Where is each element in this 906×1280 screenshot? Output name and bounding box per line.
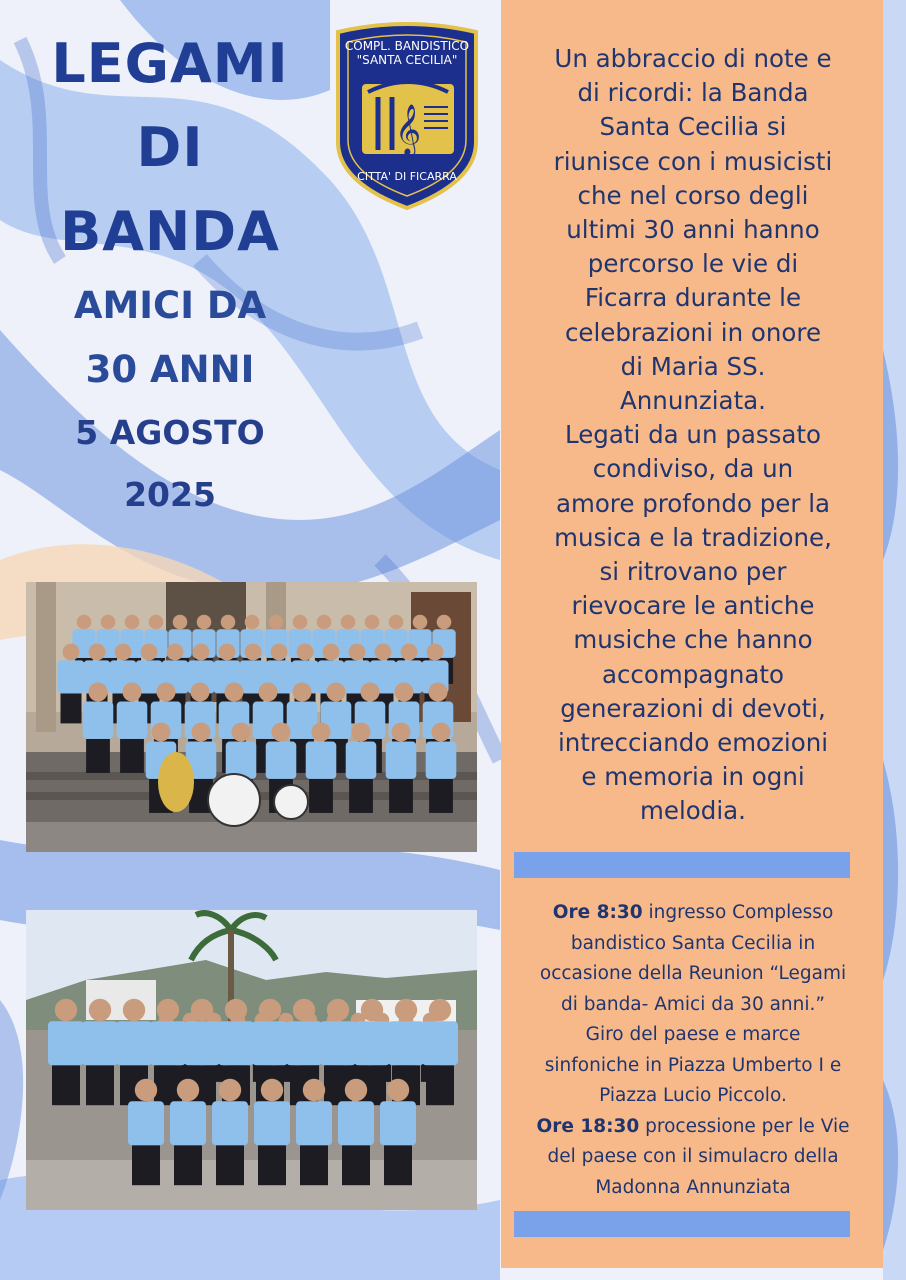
- event-date-day: 5 AGOSTO: [75, 413, 265, 452]
- schedule-time-morning: Ore 8:30: [552, 902, 643, 923]
- schedule-text: bandistico Santa Cecilia in: [570, 932, 816, 954]
- logo-name-text: "SANTA CECILIA": [356, 53, 458, 67]
- description-line: melodia.: [640, 796, 746, 826]
- description-line: e memoria in ogni: [581, 762, 805, 792]
- description-line: Annunziata.: [620, 386, 766, 416]
- schedule-item-evening: [511, 1112, 875, 1204]
- schedule-text: sinfoniche in Piazza Umberto I e: [544, 1054, 842, 1076]
- description-line: ultimi 30 anni hanno: [566, 215, 820, 245]
- poster-title: [20, 22, 320, 526]
- description-line: celebrazioni in onore: [564, 317, 822, 347]
- description-line: percorso le vie di: [587, 249, 799, 279]
- schedule-item-morning: [511, 898, 875, 1112]
- description-line: generazioni di devoti,: [560, 693, 826, 723]
- schedule-text: di banda- Amici da 30 anni.”: [561, 993, 825, 1015]
- description-line: Legati da un passato: [565, 420, 821, 450]
- subtitle-line-anni: 30 ANNI: [85, 348, 255, 391]
- schedule-text: occasione della Reunion “Legami: [539, 963, 847, 984]
- title-line-banda: BANDA: [60, 200, 280, 263]
- description-line: riunisce con i musicisti: [553, 146, 833, 176]
- band-on-seafront-photo: [26, 910, 477, 1210]
- description-line: di ricordi: la Banda: [577, 78, 809, 108]
- title-line-legami: LEGAMI: [51, 32, 289, 95]
- tuba-icon: [158, 752, 194, 812]
- schedule-text: Madonna Annunziata: [595, 1176, 791, 1198]
- schedule-text: processione per le Vie: [639, 1115, 850, 1137]
- description-line: rievocare le antiche: [571, 591, 815, 621]
- schedule-text: ingresso Complesso: [642, 902, 834, 923]
- band-on-church-steps-photo: [26, 582, 477, 852]
- logo-bottom-text: CITTA' DI FICARRA: [357, 170, 457, 183]
- drum-icon: [208, 774, 260, 826]
- description-line: Ficarra durante le: [584, 283, 802, 313]
- description-line: Santa Cecilia si: [599, 112, 787, 142]
- description-line: musiche che hanno: [573, 625, 813, 655]
- schedule-text: Piazza Lucio Piccolo.: [599, 1085, 787, 1106]
- schedule-text: Giro del paese e marce: [585, 1024, 801, 1045]
- description-line: si ritrovano per: [599, 557, 787, 587]
- event-schedule: [511, 898, 875, 1203]
- schedule-time-evening: Ore 18:30: [536, 1115, 640, 1137]
- svg-text:𝄞: 𝄞: [394, 104, 422, 155]
- title-line-di: DI: [136, 116, 204, 179]
- description-line: accompagnato: [601, 659, 785, 689]
- divider-bar-bottom: [514, 1211, 850, 1237]
- logo-top-text: COMPL. BANDISTICO: [344, 39, 470, 53]
- description-line: che nel corso degli: [577, 180, 809, 210]
- divider-bar-top: [514, 852, 850, 878]
- description-line: amore profondo per la: [555, 488, 831, 518]
- description-line: intrecciando emozioni: [557, 728, 829, 758]
- description-line: Un abbraccio di note e: [554, 44, 832, 73]
- treble-clef-music-stand-icon: [362, 82, 454, 157]
- description-line: di Maria SS.: [620, 351, 766, 381]
- drum-icon: [274, 785, 308, 819]
- description-line: condiviso, da un: [592, 454, 794, 484]
- event-date-year: 2025: [124, 475, 216, 514]
- subtitle-line-amici: AMICI DA: [73, 284, 267, 327]
- description-line: musica e la tradizione,: [554, 522, 832, 552]
- band-logo: [328, 22, 486, 212]
- schedule-text: del paese con il simulacro della: [547, 1146, 839, 1167]
- event-description: [513, 42, 873, 829]
